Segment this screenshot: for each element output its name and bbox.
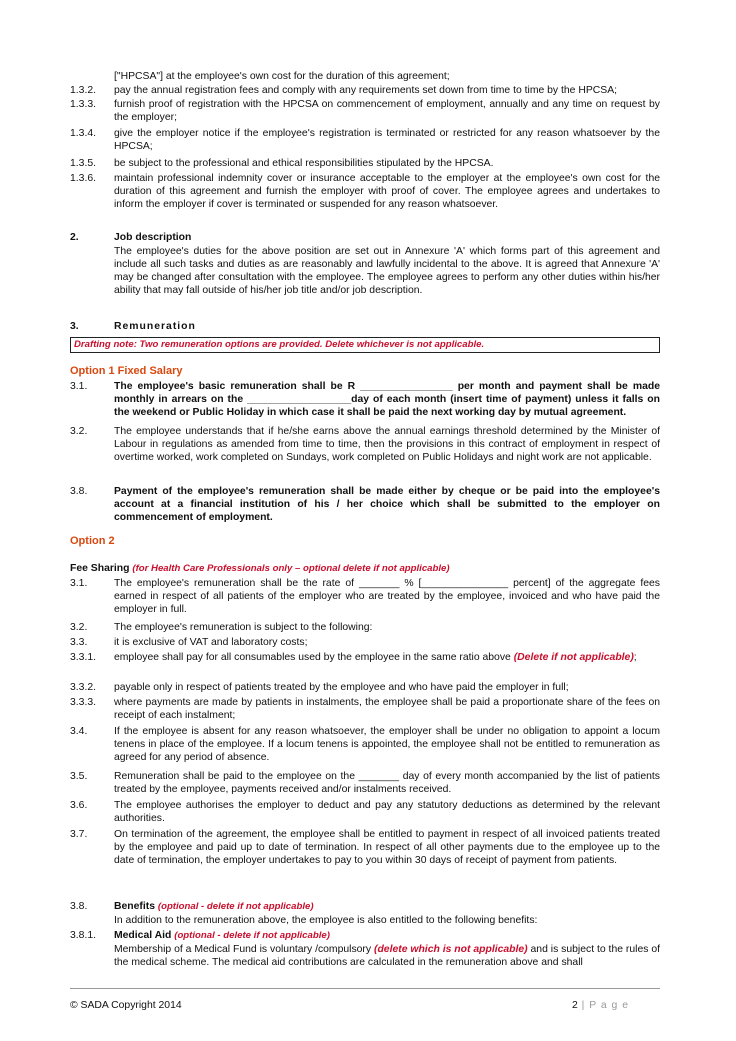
option-1-heading: Option 1 Fixed Salary	[70, 365, 183, 377]
clause-3-8-1-body: Membership of a Medical Fund is voluntary /compulsory (delete which is not applicable) and is subject to the rules of the medical scheme. The medical aid contributions are calculated in the remuneration above and shall	[114, 944, 660, 968]
option-2-heading: Option 2	[70, 535, 115, 547]
section-2-heading: 2. Job description	[70, 232, 192, 243]
footer-divider	[70, 988, 660, 989]
fee-sharing-heading: Fee Sharing (for Health Care Professionals only – optional delete if not applicable)	[70, 563, 450, 574]
clause-3-2-option-2: 3.2. The employee's remuneration is subject to the following:	[70, 622, 373, 633]
drafting-note: Drafting note: Two remuneration options are provided. Delete whichever is not applicable.	[74, 339, 485, 350]
clause-3-1-option-1: 3.1. The employee's basic remuneration shall be R ________________ per month and payment shall be made monthly in arrears on the __________________day of each month (insert time of payment) unless it falls on the weekend or Public Holiday in which case it shall be paid the next working day by mutual agreement.	[70, 381, 660, 418]
footer-page-number: 2 | P a g e	[572, 1000, 630, 1011]
clause-3-7: 3.7. On termination of the agreement, the employee shall be entitled to payment in respect of all invoiced patients treated by the employee and paid up to date of termination. In respect of all other payments due to the employee up to the date of termination, the employer undertakes to pay to you within 30 days of receipt of payment from patients.	[70, 829, 660, 866]
clause-3-5: 3.5. Remuneration shall be paid to the employee on the _______ day of every month accompanied by the list of patients treated by the employee, payments received and/or instalments received.	[70, 771, 660, 795]
drafting-note-box	[70, 337, 660, 353]
footer-copyright: © SADA Copyright 2014	[70, 1000, 182, 1011]
clause-3-3-3: 3.3.3. where payments are made by patients in instalments, the employee shall be paid a proportionate share of the fees on receipt of each instalment;	[70, 697, 660, 721]
clause-3-2-option-1: 3.2. The employee understands that if he/she earns above the annual earnings threshold determined by the Minister of Labour in regulations as amended from time to time, then the provisions in this contract of employment in respect of overtime worked, work completed on Sundays, work completed on Public Holidays and night work are not applicable.	[70, 426, 660, 463]
clause-3-3-1: 3.3.1. employee shall pay for all consumables used by the employee in the same ratio above (Delete if not applicable);	[70, 652, 637, 663]
clause-3-1-option-2: 3.1. The employee's remuneration shall be the rate of _______ % [_______________ percent] of the aggregate fees earned in respect of all patients of the employer who are treated by the employee, invoiced and who have paid the employer in full.	[70, 578, 660, 615]
clause-1-3-1-cont: ["HPCSA"] at the employee's own cost for the duration of this agreement;	[114, 71, 450, 82]
clause-3-6: 3.6. The employee authorises the employer to deduct and pay any statutory deductions as determined by the relevant authorities.	[70, 800, 660, 824]
clause-3-3: 3.3. it is exclusive of VAT and laboratory costs;	[70, 637, 308, 648]
clause-1-3-6: 1.3.6. maintain professional indemnity cover or insurance acceptable to the employer at the employee's own cost for the duration of this agreement and furnish the employer with proof of cover. The employee agrees and undertakes to inform the employer if cover is terminated or suspended for any reason whatsoever.	[70, 173, 660, 210]
clause-3-8-benefits: 3.8. Benefits (optional - delete if not applicable)	[70, 901, 314, 912]
clause-1-3-5: 1.3.5. be subject to the professional and ethical responsibilities stipulated by the HPCSA.	[70, 158, 494, 169]
clause-1-3-3: 1.3.3. furnish proof of registration with the HPCSA on commencement of employment, annually and any time on request by the employer;	[70, 99, 660, 123]
clause-3-8-body: In addition to the remuneration above, the employee is also entitled to the following benefits:	[114, 915, 538, 926]
clause-3-3-2: 3.3.2. payable only in respect of patients treated by the employee and who have paid the employer in full;	[70, 682, 569, 693]
section-2-body: The employee's duties for the above position are set out in Annexure 'A' which forms part of this agreement and include all such tasks and duties as are reasonably and lawfully incidental to the above. It is agreed that Annexure 'A' may be changed after consultation with the employee. The employee agrees to perform any other duties within his/her ability that may fall outside of his/her job title and/or job description.	[114, 246, 660, 296]
clause-3-4: 3.4. If the employee is absent for any reason whatsoever, the employer shall be under no obligation to appoint a locum tenens in place of the employee. If a locum tenens is appointed, the employee shall not be entitled to remuneration as agreed for any period of absence.	[70, 726, 660, 763]
clause-1-3-4: 1.3.4. give the employer notice if the employee's registration is terminated or restricted for any reason whatsoever by the HPCSA;	[70, 128, 660, 152]
section-3-heading: 3. Remuneration	[70, 321, 196, 332]
clause-3-8-1-medical-aid: 3.8.1. Medical Aid (optional - delete if not applicable)	[70, 930, 330, 941]
clause-1-3-2: 1.3.2. pay the annual registration fees and comply with any requirements set down from time to time by the HPCSA;	[70, 85, 618, 96]
clause-3-8-option-1: 3.8. Payment of the employee's remuneration shall be made either by cheque or be paid into the employee's account at a financial institution of his / her choice which shall be submitted to the employer on commencement of employment.	[70, 486, 660, 523]
